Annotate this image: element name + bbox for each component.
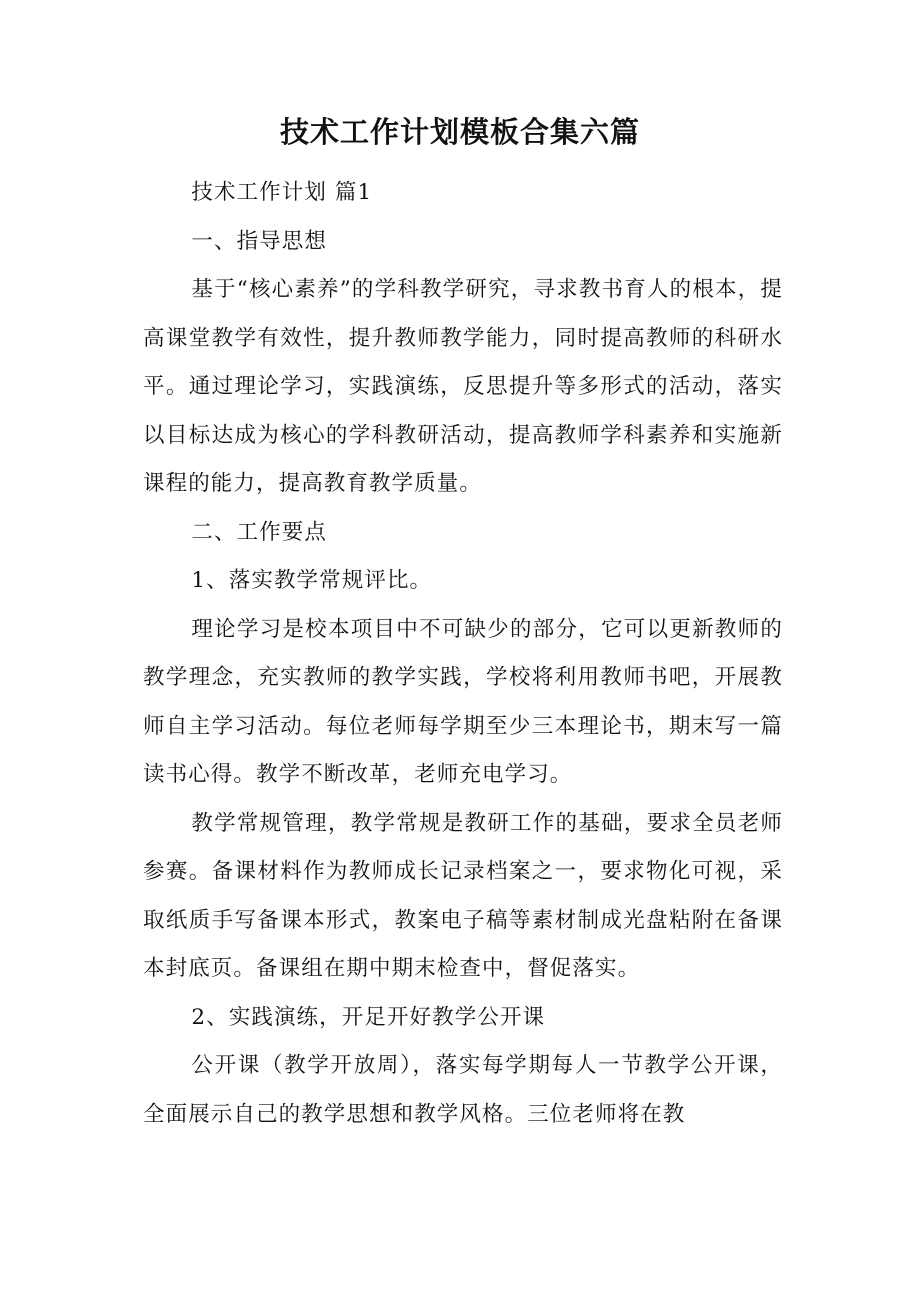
section-heading-plan-1: 技术工作计划 篇1: [191, 180, 373, 205]
paragraph-theory-study: 理论学习是校本项目中不可缺少的部分，它可以更新教师的教学理念，充实教师的教学实践，学校将利用教师书吧，开展教师自主学习活动。每位老师每学期至少三本理论书，期末写一篇读书心得。教学不断改革，老师充电学习。: [143, 616, 783, 787]
heading-work-points: 二、工作要点: [191, 519, 327, 545]
heading-guiding-ideology: 一、指导思想: [191, 228, 327, 254]
heading-point-1: 1、落实教学常规评比。: [191, 568, 433, 593]
paragraph-teaching-routine: 教学常规管理，教学常规是教研工作的基础，要求全员老师参赛。备课材料作为教师成长记录档案之一，要求物化可视，采取纸质手写备课本形式，教案电子稿等素材制成光盘粘附在备课本封底页。备课组在期中期末检查中，督促落实。: [143, 810, 783, 981]
heading-point-2: 2、实践演练，开足开好教学公开课: [191, 1004, 546, 1030]
paragraph-guiding-ideology: 基于“核心素养”的学科教学研究，寻求教书育人的根本，提高课堂教学有效性，提升教师教学能力，同时提高教师的科研水平。通过理论学习，实践演练，反思提升等多形式的活动，落实以目标达成为核心的学科教研活动，提高教师学科素养和实施新课程的能力，提高教育教学质量。: [143, 277, 783, 496]
paragraph-open-class: 公开课（教学开放周），落实每学期每人一节教学公开课，全面展示自己的教学思想和教学风格。三位老师将在教: [143, 1053, 783, 1127]
document-title: 技术工作计划模板合集六篇: [279, 115, 640, 149]
document-body: [143, 169, 783, 1139]
